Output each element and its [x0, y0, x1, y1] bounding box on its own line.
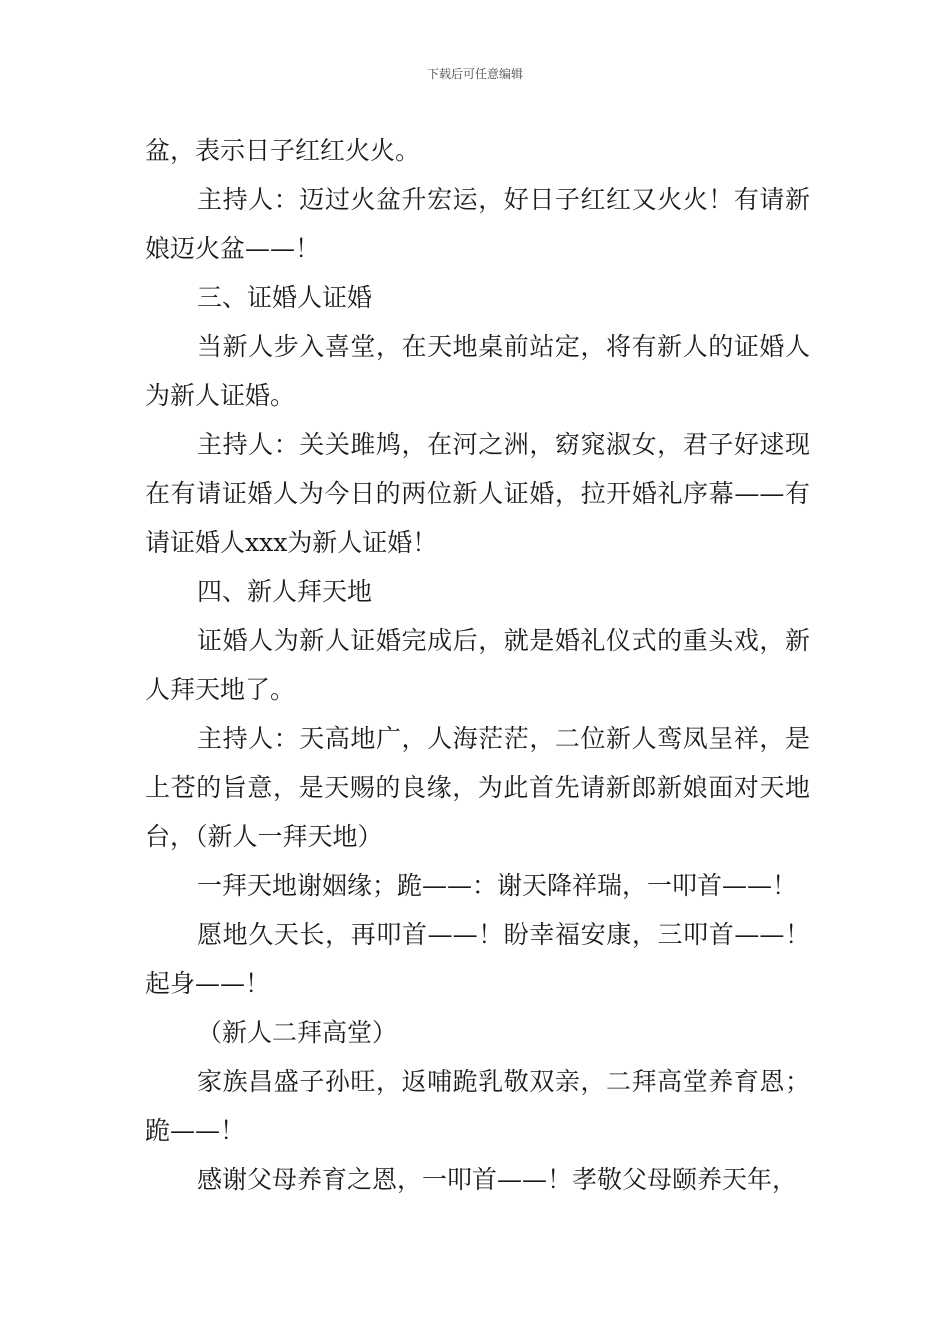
body-text — [145, 126, 810, 1204]
paragraph-4: 当新人步入喜堂，在天地桌前站定，将有新人的证婚人为新人证婚。 — [145, 332, 810, 410]
paragraph-9: 一拜天地谢姻缘；跪——：谢天降祥瑞，一叩首——！ — [197, 871, 798, 900]
section-heading-3: 三、证婚人证婚 — [197, 283, 373, 312]
paragraph-2: 主持人：迈过火盆升宏运，好日子红红又火火！有请新娘迈火盆——！ — [145, 185, 810, 263]
paragraph-13: 感谢父母养育之恩，一叩首——！孝敬父母颐养天年， — [197, 1165, 798, 1194]
paragraph-7: 证婚人为新人证婚完成后，就是婚礼仪式的重头戏，新人拜天地了。 — [145, 626, 810, 704]
paragraph-8: 主持人：天高地广，人海茫茫，二位新人鸾凤呈祥，是上苍的旨意，是天赐的良缘，为此首先请新郎新娘面对天地台，（新人一拜天地） — [145, 724, 810, 851]
section-heading-4: 四、新人拜天地 — [197, 577, 373, 606]
paragraph-1: 盆，表示日子红红火火。 — [145, 136, 421, 165]
paragraph-11: （新人二拜高堂） — [197, 1018, 398, 1047]
page-header: 下载后可任意编辑 — [426, 67, 523, 81]
paragraph-10: 愿地久天长，再叩首——！盼幸福安康，三叩首——！起身——！ — [145, 920, 810, 998]
paragraph-12: 家族昌盛子孙旺，返哺跪乳敬双亲，二拜高堂养育恩；跪——！ — [145, 1067, 810, 1145]
paragraph-5: 主持人：关关雎鸠，在河之洲，窈窕淑女，君子好逑现在有请证婚人为今日的两位新人证婚，拉开婚礼序幕——有请证婚人xxx为新人证婚！ — [145, 430, 810, 557]
